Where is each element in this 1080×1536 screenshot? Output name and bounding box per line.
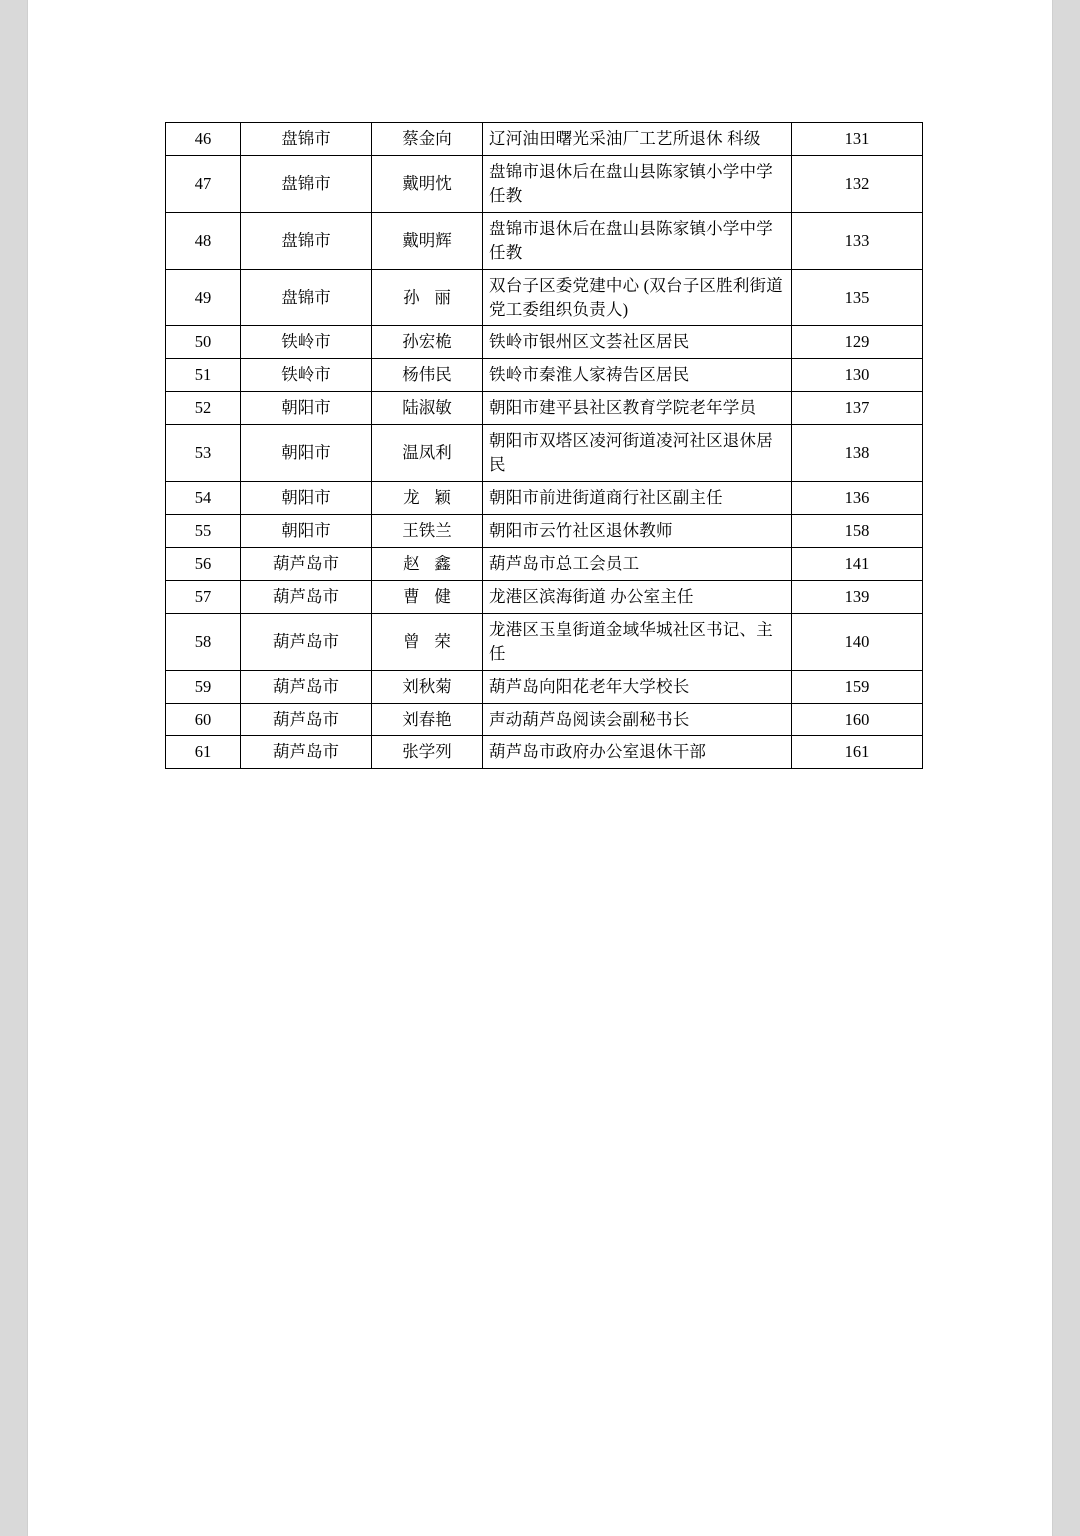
name-text: 曹健 bbox=[403, 586, 466, 606]
cell-city: 朝阳市 bbox=[241, 482, 372, 515]
cell-number: 130 bbox=[792, 359, 923, 392]
cell-index: 52 bbox=[166, 392, 241, 425]
cell-index: 47 bbox=[166, 155, 241, 212]
cell-number: 132 bbox=[792, 155, 923, 212]
cell-description: 葫芦岛市总工会员工 bbox=[483, 547, 792, 580]
table-row bbox=[166, 326, 923, 359]
cell-name bbox=[372, 613, 483, 670]
cell-number: 138 bbox=[792, 425, 923, 482]
table-row bbox=[166, 547, 923, 580]
cell-index: 60 bbox=[166, 703, 241, 736]
name-text: 赵鑫 bbox=[403, 553, 466, 573]
cell-name: 陆淑敏 bbox=[372, 392, 483, 425]
cell-index: 59 bbox=[166, 670, 241, 703]
cell-city: 葫芦岛市 bbox=[241, 670, 372, 703]
cell-description: 盘锦市退休后在盘山县陈家镇小学中学任教 bbox=[483, 212, 792, 269]
roster-table bbox=[165, 122, 923, 769]
cell-description: 铁岭市秦淮人家祷告区居民 bbox=[483, 359, 792, 392]
cell-city: 葫芦岛市 bbox=[241, 547, 372, 580]
cell-description: 朝阳市云竹社区退休教师 bbox=[483, 514, 792, 547]
cell-city: 铁岭市 bbox=[241, 359, 372, 392]
cell-index: 56 bbox=[166, 547, 241, 580]
table-row bbox=[166, 703, 923, 736]
cell-description: 朝阳市双塔区凌河街道凌河社区退休居民 bbox=[483, 425, 792, 482]
cell-city: 葫芦岛市 bbox=[241, 580, 372, 613]
cell-number: 137 bbox=[792, 392, 923, 425]
cell-name: 戴明忱 bbox=[372, 155, 483, 212]
cell-city: 盘锦市 bbox=[241, 123, 372, 156]
cell-city: 葫芦岛市 bbox=[241, 703, 372, 736]
cell-city: 盘锦市 bbox=[241, 269, 372, 326]
cell-name bbox=[372, 547, 483, 580]
cell-index: 57 bbox=[166, 580, 241, 613]
cell-number: 140 bbox=[792, 613, 923, 670]
table-row bbox=[166, 580, 923, 613]
cell-number: 159 bbox=[792, 670, 923, 703]
cell-number: 131 bbox=[792, 123, 923, 156]
cell-index: 49 bbox=[166, 269, 241, 326]
cell-description: 龙港区玉皇街道金域华城社区书记、主任 bbox=[483, 613, 792, 670]
cell-city: 朝阳市 bbox=[241, 392, 372, 425]
cell-name bbox=[372, 482, 483, 515]
cell-city: 葫芦岛市 bbox=[241, 736, 372, 769]
table-row bbox=[166, 269, 923, 326]
cell-index: 58 bbox=[166, 613, 241, 670]
cell-name bbox=[372, 269, 483, 326]
cell-name: 温凤利 bbox=[372, 425, 483, 482]
cell-number: 135 bbox=[792, 269, 923, 326]
cell-index: 48 bbox=[166, 212, 241, 269]
cell-index: 46 bbox=[166, 123, 241, 156]
document-page bbox=[28, 0, 1052, 1536]
cell-description: 辽河油田曙光采油厂工艺所退休 科级 bbox=[483, 123, 792, 156]
cell-number: 160 bbox=[792, 703, 923, 736]
cell-index: 51 bbox=[166, 359, 241, 392]
cell-name: 王铁兰 bbox=[372, 514, 483, 547]
cell-description: 声动葫芦岛阅读会副秘书长 bbox=[483, 703, 792, 736]
table-row bbox=[166, 670, 923, 703]
cell-number: 136 bbox=[792, 482, 923, 515]
cell-city: 盘锦市 bbox=[241, 155, 372, 212]
cell-description: 盘锦市退休后在盘山县陈家镇小学中学任教 bbox=[483, 155, 792, 212]
cell-name: 张学列 bbox=[372, 736, 483, 769]
cell-number: 139 bbox=[792, 580, 923, 613]
cell-city: 铁岭市 bbox=[241, 326, 372, 359]
table-row bbox=[166, 155, 923, 212]
cell-name: 蔡金向 bbox=[372, 123, 483, 156]
cell-index: 61 bbox=[166, 736, 241, 769]
cell-description: 朝阳市前进街道商行社区副主任 bbox=[483, 482, 792, 515]
cell-number: 129 bbox=[792, 326, 923, 359]
table-row bbox=[166, 392, 923, 425]
cell-name: 刘春艳 bbox=[372, 703, 483, 736]
cell-index: 55 bbox=[166, 514, 241, 547]
table-row bbox=[166, 425, 923, 482]
cell-description: 龙港区滨海街道 办公室主任 bbox=[483, 580, 792, 613]
cell-name bbox=[372, 580, 483, 613]
cell-index: 54 bbox=[166, 482, 241, 515]
cell-city: 朝阳市 bbox=[241, 425, 372, 482]
table-row bbox=[166, 212, 923, 269]
cell-city: 盘锦市 bbox=[241, 212, 372, 269]
name-text: 孙丽 bbox=[403, 287, 466, 307]
cell-index: 53 bbox=[166, 425, 241, 482]
cell-index: 50 bbox=[166, 326, 241, 359]
table-row bbox=[166, 359, 923, 392]
cell-city: 朝阳市 bbox=[241, 514, 372, 547]
cell-description: 双台子区委党建中心 (双台子区胜利街道党工委组织负责人) bbox=[483, 269, 792, 326]
roster-table-body bbox=[166, 123, 923, 769]
cell-description: 铁岭市银州区文荟社区居民 bbox=[483, 326, 792, 359]
cell-description: 朝阳市建平县社区教育学院老年学员 bbox=[483, 392, 792, 425]
name-text: 曾荣 bbox=[403, 631, 466, 651]
cell-city: 葫芦岛市 bbox=[241, 613, 372, 670]
name-text: 龙颖 bbox=[403, 488, 466, 508]
cell-name: 孙宏桅 bbox=[372, 326, 483, 359]
table-row bbox=[166, 736, 923, 769]
cell-number: 141 bbox=[792, 547, 923, 580]
cell-description: 葫芦岛向阳花老年大学校长 bbox=[483, 670, 792, 703]
table-row bbox=[166, 613, 923, 670]
cell-name: 杨伟民 bbox=[372, 359, 483, 392]
document-body bbox=[165, 122, 895, 769]
table-row bbox=[166, 514, 923, 547]
cell-description: 葫芦岛市政府办公室退休干部 bbox=[483, 736, 792, 769]
cell-number: 161 bbox=[792, 736, 923, 769]
table-row bbox=[166, 482, 923, 515]
cell-number: 133 bbox=[792, 212, 923, 269]
cell-number: 158 bbox=[792, 514, 923, 547]
cell-name: 戴明辉 bbox=[372, 212, 483, 269]
cell-name: 刘秋菊 bbox=[372, 670, 483, 703]
table-row bbox=[166, 123, 923, 156]
